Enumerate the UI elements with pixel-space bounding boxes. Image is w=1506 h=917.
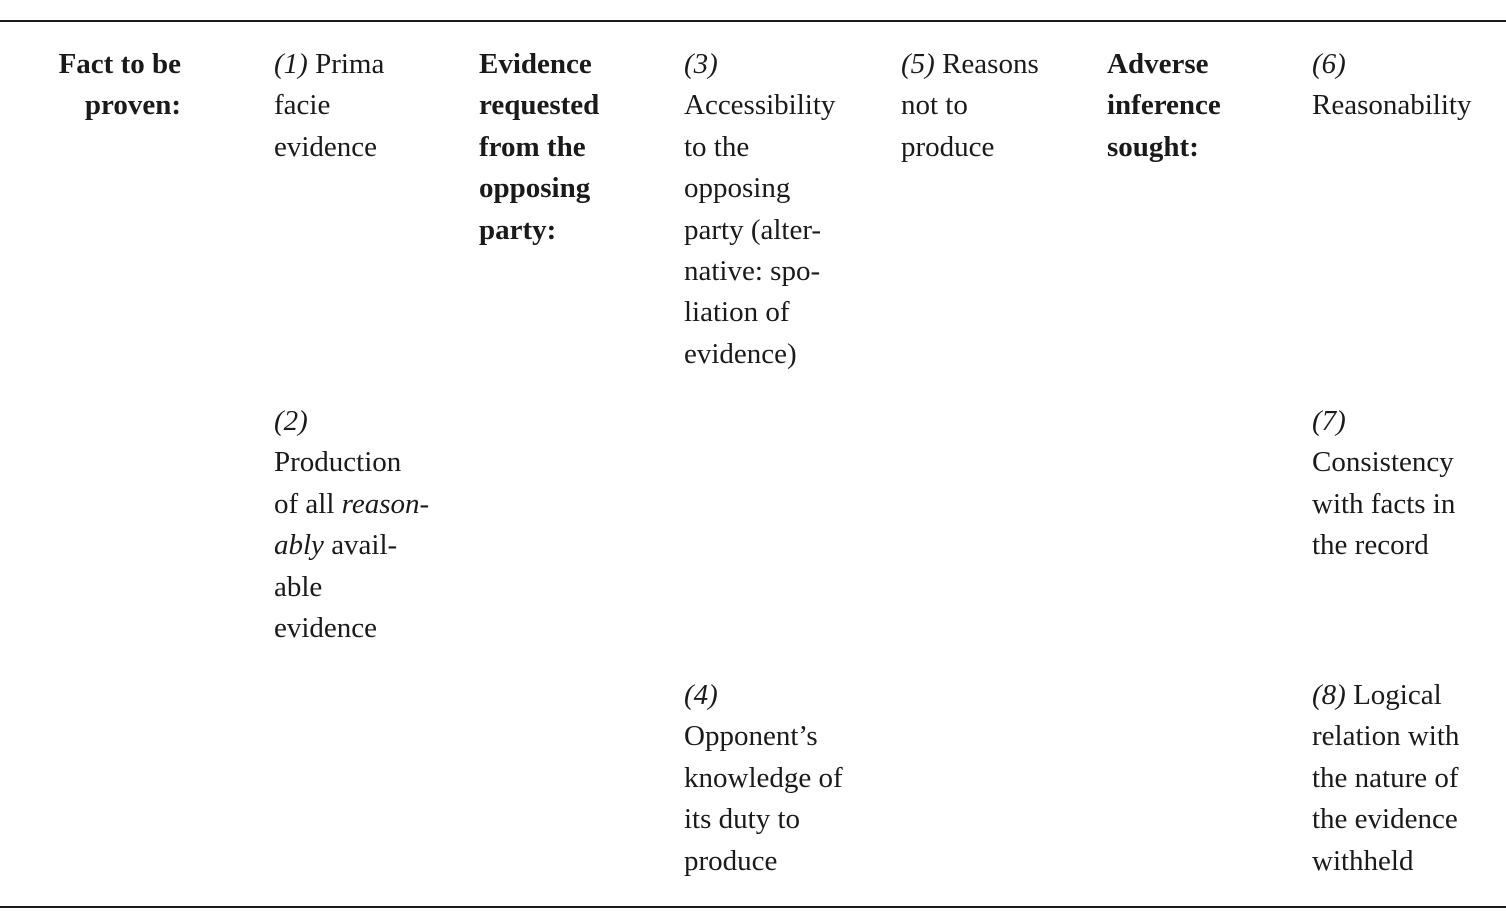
item-3-accessibility: (3) Accessibility to the opposing party (alter- native: spo- liation of evidence) [684, 48, 836, 370]
item-2-production-of-evidence: (2) Production of all reason- ably avail- able evidence [274, 405, 430, 645]
header-fact-to-be-proven: Fact to be proven: [58, 48, 181, 122]
table-bottom-rule [0, 906, 1506, 908]
item-6-reasonability: (6) Reasonability [1312, 48, 1472, 122]
header-adverse-inference: Adverse inference sought: [1107, 48, 1221, 163]
header-evidence-requested: Evidence requested from the opposing party: [479, 48, 600, 246]
item-8-logical-relation: (8) Logical relation with the nature of the evidence withheld [1312, 679, 1460, 877]
item-4-opponent-knowledge: (4) Opponent’s knowledge of its duty to produce [684, 679, 843, 877]
item-5-reasons-not-to-produce: (5) Reasons not to produce [901, 48, 1039, 163]
item-7-consistency: (7) Consistency with facts in the record [1312, 405, 1456, 562]
table-top-rule [0, 20, 1506, 22]
item-1-prima-facie-evidence: (1) Prima facie evidence [274, 48, 385, 163]
